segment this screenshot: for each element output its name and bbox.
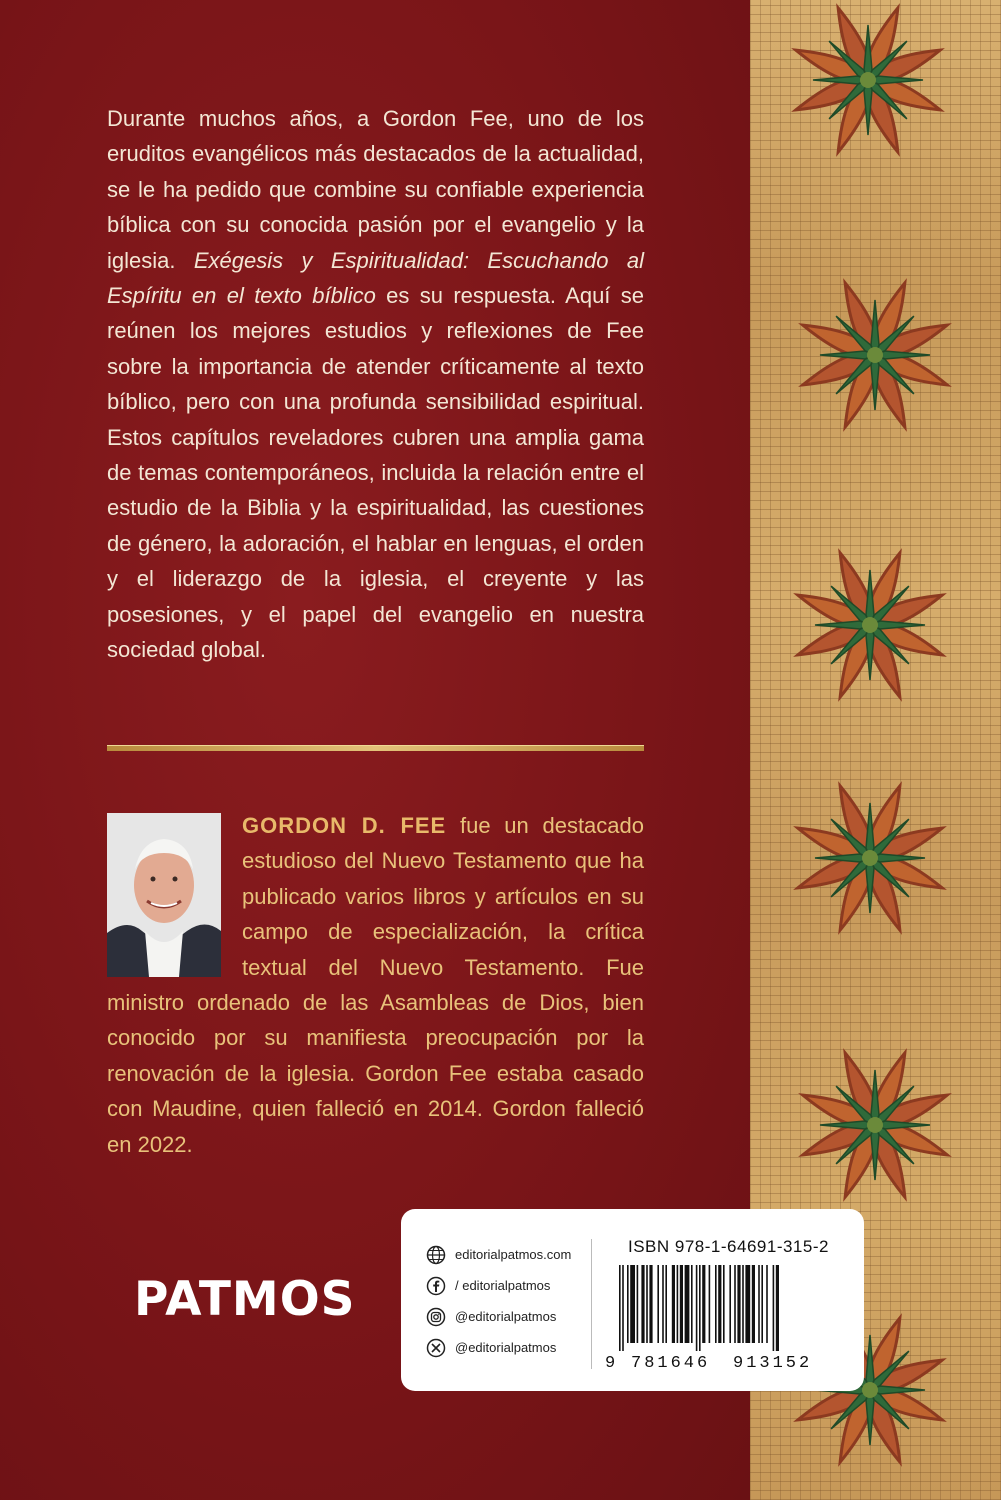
barcode-bar (745, 1265, 750, 1343)
barcode-bar (685, 1265, 690, 1343)
barcode-bar (761, 1265, 763, 1343)
barcode-bar (627, 1265, 629, 1343)
x-text: @editorialpatmos (455, 1340, 557, 1355)
book-description (107, 101, 644, 668)
barcode-bar (680, 1265, 683, 1343)
social-instagram[interactable] (425, 1301, 595, 1332)
social-x[interactable] (425, 1332, 595, 1363)
barcode-bar (723, 1265, 725, 1343)
barcode-bar (672, 1265, 675, 1343)
barcode-first-digit: 9 (605, 1354, 616, 1371)
isbn-label: ISBN 978-1-64691-315-2 (628, 1237, 829, 1256)
isbn-barcode (597, 1261, 847, 1371)
publisher-logo: PATMOS (134, 1272, 356, 1327)
barcode-bar (702, 1265, 705, 1343)
barcode-bar (696, 1265, 698, 1351)
mosaic-flower (794, 549, 945, 700)
mosaic-flower (792, 4, 943, 155)
barcode-bar (718, 1265, 721, 1343)
author-bio-text: fue un destacado estudioso del Nuevo Testamento que ha publicado varios libros y artículos en su campo de especialización, la crítica textual del Nuevo Testamento. Fue ministro ordenado de las Asambleas de Dios, bien conocido por su manifiesta preocupación por la renovación de la iglesia. Gordon Fee estaba casado con Maudine, quien falleció en 2014. Gordon falleció en 2022. (107, 813, 645, 1157)
barcode-bar (662, 1265, 664, 1343)
barcode-bar (773, 1265, 775, 1351)
book-title-italic: Exégesis y Espiritualidad: Escuchando al Espíritu en el texto bíblico (107, 247, 644, 309)
social-facebook[interactable] (425, 1270, 595, 1301)
barcode-bar (729, 1265, 731, 1343)
barcode-bar (737, 1265, 740, 1343)
website-text: editorialpatmos.com (455, 1247, 572, 1262)
barcode-left-digits: 781646 (631, 1354, 711, 1371)
mosaic-flower (794, 782, 945, 933)
mosaic-flower (799, 279, 950, 430)
barcode-bar (734, 1265, 736, 1343)
barcode-bar (619, 1265, 621, 1351)
barcode-bar (630, 1265, 635, 1343)
info-card (401, 1209, 864, 1391)
card-separator (591, 1239, 592, 1369)
barcode-bar (649, 1265, 652, 1343)
barcode-bar (622, 1265, 624, 1351)
social-links (425, 1239, 595, 1363)
barcode-bar (766, 1265, 768, 1343)
x-icon (425, 1337, 447, 1359)
barcode-bar (641, 1265, 644, 1343)
barcode-bar (699, 1265, 701, 1351)
barcode-bar (646, 1265, 648, 1343)
globe-icon (425, 1244, 447, 1266)
barcode-bar (709, 1265, 711, 1343)
barcode-bar (758, 1265, 760, 1343)
author-name: GORDON D. FEE (242, 813, 447, 838)
social-website[interactable] (425, 1239, 595, 1270)
description-text-1: Durante muchos años, a Gordon Fee, uno de los eruditos evangélicos más destacados de la actualidad, se le ha pedido que combine su confiable experiencia bíblica con su conocida pasión por el evangelio y la iglesia. (107, 106, 644, 273)
author-photo (107, 813, 221, 977)
barcode-bar (665, 1265, 667, 1343)
facebook-text: / editorialpatmos (455, 1278, 551, 1293)
barcode-bar (691, 1265, 693, 1343)
barcode-right-digits: 913152 (733, 1354, 813, 1371)
barcode-bar (657, 1265, 659, 1343)
barcode-bar (637, 1265, 639, 1343)
facebook-icon (425, 1275, 447, 1297)
barcode-bar (742, 1265, 744, 1343)
gold-divider (107, 745, 644, 751)
mosaic-flower (799, 1049, 950, 1200)
barcode-bar (715, 1265, 717, 1343)
description-text-2: es su respuesta. Aquí se reúnen los mejores estudios y reflexiones de Fee sobre la importancia de atender críticamente al texto bíblico, pero con una profunda sensibilidad espiritual. Estos capítulos reveladores cubren una amplia gama de temas contemporáneos, incluida la relación entre el estudio de la Biblia y la espiritualidad, las cuestiones de género, la adoración, el hablar en lenguas, el orden y el liderazgo de la iglesia, el creyente y las posesiones, y el papel del evangelio en nuestra sociedad global. (107, 283, 644, 663)
barcode-bar (677, 1265, 679, 1343)
barcode-bar (752, 1265, 755, 1343)
barcode-bar (776, 1265, 779, 1351)
instagram-text: @editorialpatmos (455, 1309, 557, 1324)
instagram-icon (425, 1306, 447, 1328)
